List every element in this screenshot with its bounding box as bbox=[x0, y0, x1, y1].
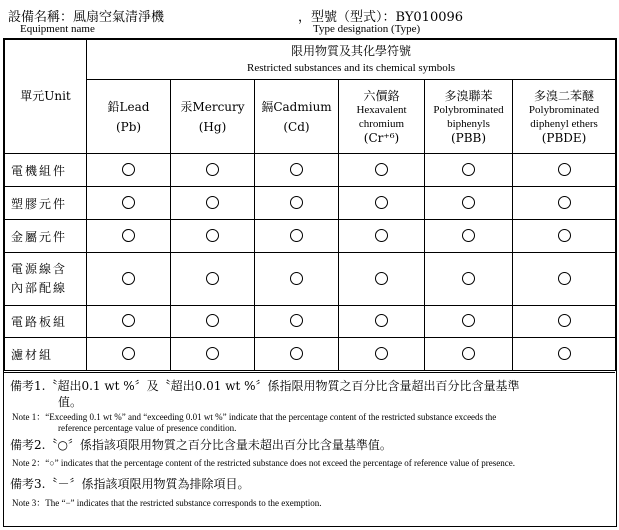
row-label: 金屬元件 bbox=[5, 220, 87, 253]
mark-cell bbox=[171, 154, 255, 187]
col-symbol: (PBDE) bbox=[541, 130, 587, 145]
col-symbol: (Cr⁺⁶) bbox=[363, 130, 400, 145]
mark-cell bbox=[513, 154, 616, 187]
circle-mark-icon bbox=[558, 163, 571, 176]
mark-cell bbox=[425, 154, 513, 187]
col-chromium bbox=[339, 80, 425, 154]
col-cadmium bbox=[255, 80, 339, 154]
unit-header: 單元Unit bbox=[5, 40, 87, 154]
circle-mark-icon bbox=[206, 272, 219, 285]
group-zh: 限用物質及其化學符號 bbox=[291, 43, 412, 58]
group-en: Restricted substances and its chemical symbols bbox=[247, 61, 456, 74]
col-symbol: (Hg) bbox=[198, 119, 227, 134]
mark-cell bbox=[339, 220, 425, 253]
note3-en: Note 3：The “−” indicates that the restricted substance corresponds to the exemption. bbox=[12, 498, 322, 508]
col-mercury bbox=[171, 80, 255, 154]
circle-mark-icon bbox=[558, 196, 571, 209]
circle-mark-icon bbox=[558, 272, 571, 285]
equipment-name-zh: 設備名稱：風扇空氣清淨機 bbox=[8, 10, 165, 25]
circle-mark-icon bbox=[206, 314, 219, 327]
mark-cell bbox=[87, 306, 171, 338]
circle-mark-icon bbox=[462, 272, 475, 285]
type-en: Type designation (Type) bbox=[313, 23, 421, 35]
mark-cell bbox=[87, 338, 171, 371]
circle-mark-icon bbox=[206, 196, 219, 209]
table-row bbox=[5, 253, 616, 306]
mark-cell bbox=[255, 154, 339, 187]
col-pbde bbox=[513, 80, 616, 154]
circle-mark-icon bbox=[290, 163, 303, 176]
table-row bbox=[5, 154, 616, 187]
mark-cell bbox=[87, 154, 171, 187]
mark-cell bbox=[171, 338, 255, 371]
circle-mark-icon bbox=[375, 229, 388, 242]
mark-cell bbox=[255, 187, 339, 220]
mark-cell bbox=[513, 306, 616, 338]
col-lead bbox=[87, 80, 171, 154]
mark-cell bbox=[171, 220, 255, 253]
col-zh: 多溴聯苯 bbox=[444, 88, 493, 103]
col-symbol: (Cd) bbox=[283, 119, 310, 134]
col-zh: 六價鉻 bbox=[363, 88, 400, 103]
mark-cell bbox=[513, 187, 616, 220]
table-row bbox=[5, 187, 616, 220]
circle-mark-icon bbox=[462, 229, 475, 242]
circle-mark-icon bbox=[206, 163, 219, 176]
col-pbb bbox=[425, 80, 513, 154]
substances-group-header bbox=[87, 40, 616, 80]
circle-mark-icon bbox=[375, 163, 388, 176]
mark-cell bbox=[513, 253, 616, 306]
mark-cell bbox=[171, 187, 255, 220]
note2-zh: 備考2.〝○〞係指該項限用物質之百分比含量未超出百分比含量基準值。 bbox=[10, 438, 392, 452]
mark-cell bbox=[425, 253, 513, 306]
circle-mark-icon bbox=[122, 314, 135, 327]
note3-zh: 備考3.〝－〞係指該項限用物質為排除項目。 bbox=[10, 477, 250, 491]
circle-mark-icon bbox=[462, 163, 475, 176]
circle-mark-icon bbox=[206, 229, 219, 242]
col-zh: 多溴二苯醚 bbox=[534, 88, 595, 103]
mark-cell bbox=[513, 220, 616, 253]
type-zh: ，型號（型式）：BY010096 bbox=[298, 10, 464, 25]
mark-cell bbox=[87, 253, 171, 306]
row-label: 濾材組 bbox=[5, 338, 87, 371]
mark-cell bbox=[87, 220, 171, 253]
mark-cell bbox=[513, 338, 616, 371]
col-symbol: (PBB) bbox=[450, 130, 487, 145]
row-label: 電路板組 bbox=[5, 306, 87, 338]
circle-mark-icon bbox=[290, 272, 303, 285]
mark-cell bbox=[171, 306, 255, 338]
col-symbol: (Pb) bbox=[115, 119, 142, 134]
mark-cell bbox=[255, 253, 339, 306]
circle-mark-icon bbox=[290, 314, 303, 327]
mark-cell bbox=[339, 253, 425, 306]
row-label: 塑膠元件 bbox=[5, 187, 87, 220]
col-en: Polybrominated diphenyl ethers bbox=[528, 103, 600, 130]
table-row bbox=[5, 338, 616, 371]
mark-cell bbox=[425, 306, 513, 338]
circle-mark-icon bbox=[375, 196, 388, 209]
mark-cell bbox=[255, 338, 339, 371]
col-zh: 鎘Cadmium bbox=[261, 99, 332, 114]
circle-mark-icon bbox=[290, 347, 303, 360]
circle-mark-icon bbox=[375, 347, 388, 360]
circle-mark-icon bbox=[122, 229, 135, 242]
circle-mark-icon bbox=[122, 163, 135, 176]
row-label: 電源線含內部配線 bbox=[5, 253, 87, 306]
note1-zh: 備考1.〝超出0.1 wt %〞及〝超出0.01 wt %〞係指限用物質之百分比含量超出百分比含量基準 bbox=[10, 379, 520, 393]
col-en: Hexavalent chromium bbox=[356, 103, 407, 130]
circle-mark-icon bbox=[290, 229, 303, 242]
circle-mark-icon bbox=[462, 347, 475, 360]
circle-mark-icon bbox=[122, 347, 135, 360]
note2-en: Note 2：“○” indicates that the percentage content of the restricted substance does not exceed the percentage of reference value of presence. bbox=[12, 458, 515, 468]
equipment-name-en: Equipment name bbox=[20, 23, 95, 35]
table-row bbox=[5, 306, 616, 338]
circle-mark-icon bbox=[558, 347, 571, 360]
circle-mark-icon bbox=[122, 272, 135, 285]
col-zh: 汞Mercury bbox=[180, 99, 245, 114]
row-label: 電機組件 bbox=[5, 154, 87, 187]
circle-mark-icon bbox=[558, 314, 571, 327]
mark-cell bbox=[255, 220, 339, 253]
note1-en-cont: reference percentage value of presence condition. bbox=[58, 423, 237, 433]
mark-cell bbox=[425, 220, 513, 253]
header bbox=[8, 4, 613, 38]
circle-mark-icon bbox=[290, 196, 303, 209]
mark-cell bbox=[425, 187, 513, 220]
mark-cell bbox=[171, 253, 255, 306]
table-row bbox=[5, 220, 616, 253]
mark-cell bbox=[339, 338, 425, 371]
mark-cell bbox=[87, 187, 171, 220]
circle-mark-icon bbox=[558, 229, 571, 242]
col-en: Polybrominated biphenyls bbox=[433, 103, 504, 130]
note1-zh-cont: 值。 bbox=[58, 395, 83, 409]
circle-mark-icon bbox=[375, 314, 388, 327]
rohs-table bbox=[3, 38, 617, 527]
note1-en: Note 1：“Exceeding 0.1 wt %” and “exceeding 0.01 wt %” indicate that the percentage content of the restricted substance exceeds the bbox=[12, 412, 497, 422]
circle-mark-icon bbox=[462, 196, 475, 209]
circle-mark-icon bbox=[375, 272, 388, 285]
mark-cell bbox=[255, 306, 339, 338]
col-zh: 鉛Lead bbox=[107, 99, 150, 114]
circle-mark-icon bbox=[462, 314, 475, 327]
circle-mark-icon bbox=[122, 196, 135, 209]
mark-cell bbox=[425, 338, 513, 371]
circle-mark-icon bbox=[206, 347, 219, 360]
mark-cell bbox=[339, 306, 425, 338]
mark-cell bbox=[339, 187, 425, 220]
notes-section bbox=[4, 372, 615, 509]
mark-cell bbox=[339, 154, 425, 187]
